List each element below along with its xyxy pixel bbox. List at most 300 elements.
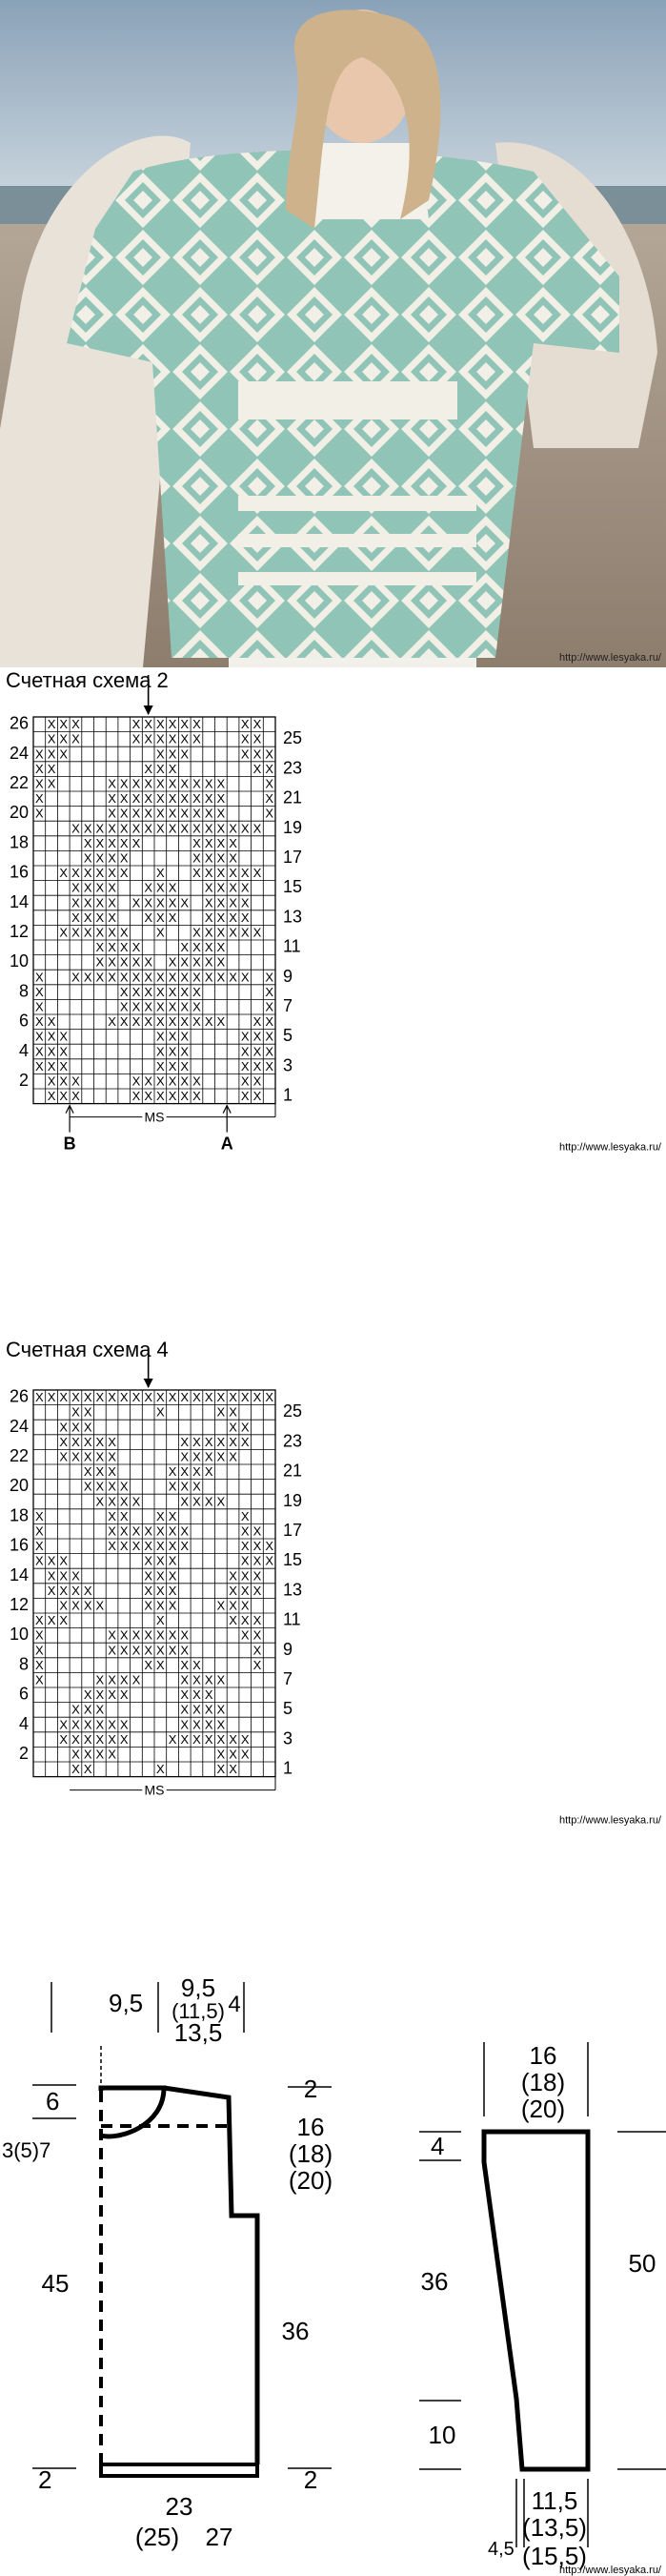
chart2-cell-x: X: [47, 746, 56, 762]
chart2-cell-x: X: [168, 984, 177, 999]
chart4-cell-x: X: [240, 1731, 250, 1747]
chart4-cell-x: X: [83, 1420, 92, 1435]
chart2-cell-x: X: [204, 895, 213, 910]
chart4-cell-x: X: [216, 1598, 226, 1613]
chart2-cell-x: X: [180, 791, 190, 807]
chart2-row-label-right: 17: [283, 848, 303, 867]
chart4-cell-x: X: [47, 1583, 56, 1598]
chart2-cell-x: X: [144, 731, 152, 746]
chart4-cell-x: X: [216, 1717, 226, 1732]
chart4-cell-x: X: [108, 1479, 116, 1494]
chart4-cell-x: X: [35, 1508, 44, 1523]
chart4-cell-x: X: [95, 1494, 105, 1509]
chart2-cell-x: X: [47, 1058, 56, 1073]
chart2-cell-x: X: [216, 954, 226, 970]
chart2-cell-x: X: [144, 806, 152, 821]
chart2-row-label-right: 19: [283, 817, 303, 837]
chart2-cell-x: X: [131, 776, 141, 791]
chart2-cell-x: X: [35, 761, 44, 776]
chart2-cell-x: X: [95, 835, 105, 850]
chart2-row-label-left: 20: [9, 803, 29, 823]
chart2-cell-x: X: [131, 731, 141, 746]
chart2-cell-x: X: [168, 731, 177, 746]
chart2-cell-x: X: [59, 925, 69, 940]
chart2-cell-x: X: [95, 925, 105, 940]
chart2-cell-x: X: [168, 880, 177, 895]
chart2-cell-x: X: [144, 954, 152, 970]
chart2-cell-x: X: [204, 806, 213, 821]
chart4-cell-x: X: [83, 1434, 92, 1449]
chart2-cell-x: X: [131, 954, 141, 970]
chart2-cell-x: X: [108, 776, 116, 791]
chart2-cell-x: X: [156, 1089, 165, 1104]
chart2-cell-x: X: [240, 731, 250, 746]
chart2-cell-x: X: [156, 791, 165, 807]
chart4-cell-x: X: [108, 1687, 116, 1703]
chart4-cell-x: X: [71, 1404, 80, 1420]
chart4-cell-x: X: [180, 1717, 190, 1732]
chart4-cell-x: X: [168, 1539, 177, 1554]
chart2-cell-x: X: [192, 717, 201, 732]
chart4-cell-x: X: [83, 1464, 92, 1480]
chart4-cell-x: X: [252, 1523, 262, 1539]
chart2-cell-x: X: [180, 970, 190, 985]
chart2-row-label-left: 12: [9, 922, 29, 941]
chart2-cell-x: X: [108, 940, 116, 955]
chart4-ms-label: MS: [144, 1782, 165, 1798]
chart2-cell-x: X: [95, 940, 105, 955]
chart4-cell-x: X: [119, 1390, 129, 1405]
chart4-cell-x: X: [156, 1657, 165, 1672]
chart4-cell-x: X: [95, 1390, 105, 1405]
chart4-cell-x: X: [156, 1627, 165, 1643]
chart2-cell-x: X: [216, 970, 226, 985]
chart4-cell-x: X: [156, 1598, 165, 1613]
chart4-cell-x: X: [108, 1731, 116, 1747]
chart2-row-label-right: 15: [283, 877, 303, 897]
sleeve-cap-dim: 4: [431, 2132, 445, 2160]
armhole-side-dim: 3(5)7: [2, 2138, 51, 2162]
chart4-cell-x: X: [83, 1687, 92, 1703]
chart2-cell-x: X: [229, 880, 237, 895]
chart4-cell-x: X: [71, 1717, 80, 1732]
chart2-cell-x: X: [216, 791, 226, 807]
chart2-cell-x: X: [252, 821, 262, 836]
chart2-cell-x: X: [216, 1014, 226, 1030]
body-length-dim: 45: [41, 2269, 70, 2298]
body-width-dim-3: 27: [205, 2523, 233, 2551]
chart4-row-label-left: 10: [9, 1625, 29, 1645]
chart4-cell-x: X: [192, 1390, 201, 1405]
chart4-cell-x: X: [240, 1613, 250, 1628]
chart2-cell-x: X: [144, 791, 152, 807]
chart2-cell-x: X: [156, 806, 165, 821]
chart2-cell-x: X: [240, 880, 250, 895]
chart4-cell-x: X: [35, 1390, 44, 1405]
chart2-cell-x: X: [156, 895, 165, 910]
chart4-cell-x: X: [180, 1627, 190, 1643]
chart2-row-label-left: 14: [9, 891, 29, 911]
chart4-row-label-right: 13: [283, 1580, 303, 1600]
chart4-cell-x: X: [59, 1583, 69, 1598]
chart2-cell-x: X: [252, 1014, 262, 1030]
side-length-dim: 36: [281, 2317, 310, 2345]
chart4-cell-x: X: [168, 1598, 177, 1613]
chart2-cell-x: X: [180, 1089, 190, 1104]
chart4-cell-x: X: [252, 1568, 262, 1584]
chart2-cell-x: X: [131, 999, 141, 1014]
chart2-cell-x: X: [59, 731, 69, 746]
chart4-cell-x: X: [119, 1539, 129, 1554]
chart2-cell-x: X: [108, 866, 116, 881]
chart2-cell-x: X: [265, 1014, 273, 1030]
chart4-cell-x: X: [59, 1717, 69, 1732]
chart2-cell-x: X: [216, 940, 226, 955]
chart4-cell-x: X: [265, 1539, 273, 1554]
chart2-cell-x: X: [47, 1029, 56, 1044]
chart4-row-label-right: 5: [283, 1699, 293, 1719]
chart2-cell-x: X: [71, 821, 80, 836]
chart2-cell-x: X: [144, 1073, 152, 1089]
chart2-cell-x: X: [119, 866, 129, 881]
chart4-cell-x: X: [83, 1583, 92, 1598]
chart4-cell-x: X: [35, 1523, 44, 1539]
chart4-cell-x: X: [252, 1390, 262, 1405]
chart4-cell-x: X: [229, 1404, 237, 1420]
chart2-cell-x: X: [95, 880, 105, 895]
chart2-row-label-left: 8: [18, 981, 29, 1001]
chart2-title: Счетная схема 2: [6, 668, 169, 692]
chart4-cell-x: X: [229, 1747, 237, 1762]
chart2-cell-x: X: [71, 970, 80, 985]
chart4-cell-x: X: [180, 1390, 190, 1405]
chart2-cell-x: X: [156, 761, 165, 776]
chart4-row-label-left: 8: [18, 1654, 29, 1674]
chart2-cell-x: X: [35, 1058, 44, 1073]
chart2-cell-x: X: [156, 1058, 165, 1073]
chart4-row-label-left: 4: [18, 1713, 29, 1733]
chart4-cell-x: X: [168, 1479, 177, 1494]
chart2-cell-x: X: [47, 1014, 56, 1030]
chart2-cell-x: X: [168, 761, 177, 776]
chart4-top-arrow-head: [144, 1379, 153, 1388]
sleeve-top-dim-1: 16: [529, 2041, 557, 2070]
chart2-cell-x: X: [180, 1044, 190, 1059]
chart4-row-label-left: 22: [9, 1446, 29, 1465]
chart2-cell-x: X: [144, 984, 152, 999]
chart2-cell-x: X: [252, 866, 262, 881]
sleeve-top-dim-3: (20): [520, 2095, 566, 2123]
chart4-cell-x: X: [108, 1672, 116, 1687]
chart4-cell-x: X: [265, 1553, 273, 1568]
chart4-row-label-left: 12: [9, 1595, 29, 1614]
chart2-cell-x: X: [71, 880, 80, 895]
chart2-cell-x: X: [168, 746, 177, 762]
chart2-cell-x: X: [144, 970, 152, 985]
chart4-cell-x: X: [180, 1657, 190, 1672]
chart4-cell-x: X: [192, 1702, 201, 1717]
chart2-cell-x: X: [168, 806, 177, 821]
chart2-cell-x: X: [131, 717, 141, 732]
chart4-cell-x: X: [108, 1434, 116, 1449]
chart2-cell-x: X: [47, 1073, 56, 1089]
chart2-cell-x: X: [192, 806, 201, 821]
chart2-cell-x: X: [131, 791, 141, 807]
chart4-cell-x: X: [240, 1390, 250, 1405]
chart2-cell-x: X: [240, 925, 250, 940]
chart2-cell-x: X: [119, 806, 129, 821]
chart4-row-label-left: 14: [9, 1564, 29, 1584]
chart2-cell-x: X: [144, 761, 152, 776]
chart2-cell-x: X: [180, 1073, 190, 1089]
chart4-cell-x: X: [204, 1672, 213, 1687]
chart4-cell-x: X: [216, 1731, 226, 1747]
chart2-cell-x: X: [265, 746, 273, 762]
chart2-cell-x: X: [168, 954, 177, 970]
chart2-cell-x: X: [180, 999, 190, 1014]
chart2-cell-x: X: [83, 850, 92, 866]
chart4-cell-x: X: [180, 1539, 190, 1554]
chart2-cell-x: X: [180, 1058, 190, 1073]
chart2-cell-x: X: [240, 1029, 250, 1044]
chart2-cell-x: X: [216, 910, 226, 925]
chart4-cell-x: X: [47, 1390, 56, 1405]
chart4-cell-x: X: [119, 1731, 129, 1747]
chart2-cell-x: X: [35, 1014, 44, 1030]
chart4-cell-x: X: [216, 1449, 226, 1464]
chart2-cell-x: X: [229, 925, 237, 940]
rib-left-dim: 2: [38, 2465, 52, 2494]
chart2-cell-x: X: [240, 910, 250, 925]
chart2-cell-x: X: [95, 954, 105, 970]
chart4-cell-x: X: [47, 1613, 56, 1628]
chart4-cell-x: X: [168, 1731, 177, 1747]
chart4-cell-x: X: [192, 1717, 201, 1732]
chart2-cell-x: X: [156, 1014, 165, 1030]
chart2-cell-x: X: [59, 1044, 69, 1059]
chart4-cell-x: X: [108, 1464, 116, 1480]
chart4-cell-x: X: [35, 1672, 44, 1687]
chart4-cell-x: X: [83, 1702, 92, 1717]
chart4-cell-x: X: [240, 1598, 250, 1613]
chart2-cell-x: X: [35, 791, 44, 807]
chart4-cell-x: X: [144, 1523, 152, 1539]
chart2-row-label-left: 24: [9, 743, 29, 763]
chart2-cell-x: X: [192, 925, 201, 940]
chart2-marker-b-label: B: [63, 1134, 76, 1154]
chart4-cell-x: X: [216, 1762, 226, 1777]
chart4-cell-x: X: [83, 1598, 92, 1613]
chart4-row-label-left: 2: [18, 1744, 29, 1763]
chart2-cell-x: X: [180, 746, 190, 762]
chart4-cell-x: X: [71, 1702, 80, 1717]
chart4-cell-x: X: [156, 1404, 165, 1420]
chart4-cell-x: X: [95, 1434, 105, 1449]
chart4-cell-x: X: [95, 1672, 105, 1687]
chart4-cell-x: X: [108, 1494, 116, 1509]
chart4-cell-x: X: [229, 1420, 237, 1435]
chart4-cell-x: X: [240, 1568, 250, 1584]
chart4-cell-x: X: [168, 1627, 177, 1643]
chart2-cell-x: X: [59, 1058, 69, 1073]
chart2-row-label-right: 11: [283, 936, 301, 956]
chart2-row-label-right: 3: [283, 1055, 293, 1075]
chart2-cell-x: X: [216, 850, 226, 866]
chart2-cell-x: X: [108, 954, 116, 970]
chart4-cell-x: X: [71, 1449, 80, 1464]
chart2-cell-x: X: [108, 791, 116, 807]
chart4-cell-x: X: [131, 1523, 141, 1539]
armhole-dim-3: (20): [288, 2166, 333, 2195]
chart2-cell-x: X: [252, 717, 262, 732]
chart2-cell-x: X: [204, 970, 213, 985]
chart2-cell-x: X: [108, 821, 116, 836]
chart2-cell-x: X: [83, 925, 92, 940]
chart2-cell-x: X: [156, 1044, 165, 1059]
chart4-cell-x: X: [204, 1434, 213, 1449]
chart4-cell-x: X: [204, 1687, 213, 1703]
chart4-watermark: http://www.lesyaka.ru/: [559, 1814, 661, 1827]
chart2-cell-x: X: [180, 1014, 190, 1030]
chart4-cell-x: X: [229, 1731, 237, 1747]
chart4-cell-x: X: [240, 1553, 250, 1568]
chart2-cell-x: X: [71, 895, 80, 910]
chart2-cell-x: X: [119, 1014, 129, 1030]
chart2-cell-x: X: [131, 984, 141, 999]
chart4-cell-x: X: [95, 1598, 105, 1613]
chart4-cell-x: X: [229, 1613, 237, 1628]
chart2-cell-x: X: [180, 954, 190, 970]
chart2-cell-x: X: [108, 1014, 116, 1030]
chart4-cell-x: X: [35, 1613, 44, 1628]
chart2-cell-x: X: [71, 717, 80, 732]
chart4-cell-x: X: [95, 1747, 105, 1762]
chart2-cell-x: X: [168, 1029, 177, 1044]
chart2-cell-x: X: [119, 925, 129, 940]
chart4-cell-x: X: [216, 1672, 226, 1687]
chart2-cell-x: X: [47, 761, 56, 776]
chart2-cell-x: X: [192, 850, 201, 866]
chart2-cell-x: X: [119, 776, 129, 791]
chart4-cell-x: X: [204, 1449, 213, 1464]
chart2-cell-x: X: [192, 970, 201, 985]
chart4-cell-x: X: [252, 1643, 262, 1658]
chart4-cell-x: X: [180, 1702, 190, 1717]
chart2-cell-x: X: [229, 866, 237, 881]
chart2-cell-x: X: [156, 866, 165, 881]
chart2-cell-x: X: [192, 1089, 201, 1104]
chart4-row-label-right: 25: [283, 1401, 303, 1421]
rib-right-dim: 2: [303, 2465, 318, 2494]
chart2-row-label-right: 23: [283, 758, 303, 778]
chart2-cell-x: X: [144, 821, 152, 836]
chart4-cell-x: X: [108, 1747, 116, 1762]
chart2-cell-x: X: [131, 1073, 141, 1089]
chart4-cell-x: X: [156, 1568, 165, 1584]
chart4-cell-x: X: [240, 1420, 250, 1435]
chart2-cell-x: X: [83, 970, 92, 985]
chart2-cell-x: X: [216, 821, 226, 836]
chart4-cell-x: X: [204, 1390, 213, 1405]
chart2-cell-x: X: [216, 776, 226, 791]
chart2-cell-x: X: [83, 910, 92, 925]
chart2-cell-x: X: [204, 835, 213, 850]
chart4-cell-x: X: [119, 1687, 129, 1703]
sleeve-top-dim-2: (18): [520, 2068, 566, 2096]
chart2-cell-x: X: [168, 1089, 177, 1104]
body-top-left-dim: 9,5: [109, 1989, 144, 2017]
chart4-cell-x: X: [192, 1434, 201, 1449]
chart2-cell-x: X: [192, 776, 201, 791]
chart4-cell-x: X: [119, 1627, 129, 1643]
chart2-cell-x: X: [240, 1044, 250, 1059]
chart4-cell-x: X: [168, 1508, 177, 1523]
chart4-cell-x: X: [95, 1702, 105, 1717]
chart2-row-label-right: 1: [283, 1085, 293, 1105]
sleeve-bottom-dim-2: (13,5): [522, 2513, 587, 2542]
chart2-cell-x: X: [47, 717, 56, 732]
chart4-cell-x: X: [119, 1508, 129, 1523]
chart2-row-label-left: 18: [9, 832, 29, 852]
chart4-cell-x: X: [252, 1613, 262, 1628]
shoulder-drop-dim: 2: [303, 2075, 318, 2103]
chart2-cell-x: X: [95, 895, 105, 910]
chart4-cell-x: X: [216, 1434, 226, 1449]
chart2-cell-x: X: [265, 1044, 273, 1059]
chart2-cell-x: X: [131, 821, 141, 836]
chart2-cell-x: X: [35, 806, 44, 821]
chart4-cell-x: X: [229, 1598, 237, 1613]
sleeve-bottom-dim-1: 11,5: [531, 2486, 578, 2515]
chart2-cell-x: X: [108, 970, 116, 985]
chart4-cell-x: X: [59, 1420, 69, 1435]
chart2-cell-x: X: [59, 1089, 69, 1104]
chart4-cell-x: X: [229, 1390, 237, 1405]
chart4-cell-x: X: [240, 1539, 250, 1554]
chart4-row-label-right: 19: [283, 1490, 303, 1510]
chart2-cell-x: X: [204, 940, 213, 955]
body-width-dim-1: 23: [165, 2492, 193, 2521]
chart2-cell-x: X: [47, 1089, 56, 1104]
chart4-cell-x: X: [240, 1627, 250, 1643]
chart4-cell-x: X: [229, 1583, 237, 1598]
chart2-cell-x: X: [47, 731, 56, 746]
chart4-row-label-right: 15: [283, 1550, 303, 1570]
chart4-cell-x: X: [83, 1762, 92, 1777]
chart2-cell-x: X: [108, 806, 116, 821]
chart2-cell-x: X: [180, 806, 190, 821]
chart4-title: Счетная схема 4: [6, 1338, 169, 1361]
chart4-cell-x: X: [180, 1434, 190, 1449]
body-piece: [32, 1982, 332, 2476]
chart2-cell-x: X: [156, 1029, 165, 1044]
chart2-cell-x: X: [131, 895, 141, 910]
chart4-cell-x: X: [156, 1508, 165, 1523]
chart2-cell-x: X: [265, 776, 273, 791]
chart2-cell-x: X: [204, 866, 213, 881]
chart2-cell-x: X: [131, 835, 141, 850]
chart2-cell-x: X: [119, 791, 129, 807]
chart2-cell-x: X: [144, 1089, 152, 1104]
chart2-cell-x: X: [216, 835, 226, 850]
chart2-cell-x: X: [192, 1014, 201, 1030]
chart4-cell-x: X: [144, 1657, 152, 1672]
chart2-cell-x: X: [119, 850, 129, 866]
chart2-cell-x: X: [71, 866, 80, 881]
chart2-cell-x: X: [192, 940, 201, 955]
chart2-cell-x: X: [252, 746, 262, 762]
chart4-cell-x: X: [240, 1747, 250, 1762]
